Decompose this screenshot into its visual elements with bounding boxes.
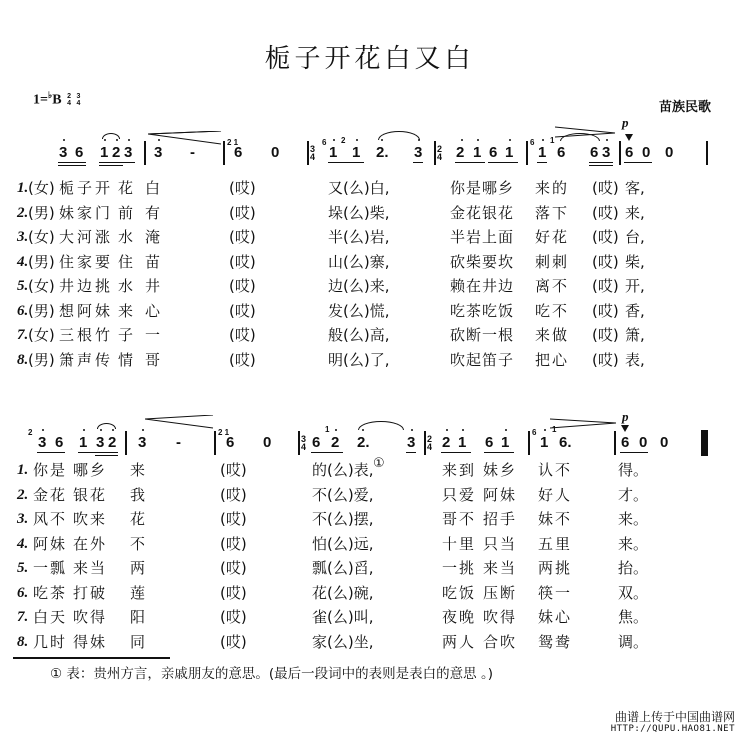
watermark [611, 711, 735, 735]
grace-note: 6 [532, 428, 537, 437]
grace-note: 1 [325, 425, 330, 434]
time-signature: 2 4 [437, 144, 443, 162]
notation-line-2 [0, 409, 739, 455]
verse-row: 5. 一瓢 来当 两 (哎) 瓢(么)舀, 一挑 来当 两挑 抬。 [17, 559, 649, 577]
note: 6 [621, 434, 630, 451]
grace-notes: 2 1 [218, 428, 230, 437]
note: 3 [59, 144, 68, 161]
note: 1 [505, 144, 514, 161]
verse-row: 7. (女) 三根竹 子 一 (哎) 般(么)高, 砍断一根 来做 (哎) 箫, [17, 326, 645, 344]
note: 1 [540, 434, 549, 451]
decrescendo-hairpin [550, 417, 620, 431]
verse-row: 2. 金花 银花 我 (哎) 不(么)爱, 只爱 阿妹 好人 才。 [17, 485, 649, 504]
verse-row: 8. 几时 得妹 同 (哎) 家(么)坐, 两人 合吹 鸳鸯 调。 [17, 632, 649, 651]
grace-note: 6 [530, 138, 535, 147]
note: 0 [665, 144, 674, 161]
verse-row: 7. 白天 吹得 阳 (哎) 雀(么)叫, 夜晚 吹得 妹心 焦。 [17, 608, 649, 626]
note: 3 [124, 144, 133, 161]
note: 3 [154, 144, 163, 161]
note: 0 [642, 144, 651, 161]
grace-note: 6 [322, 138, 327, 147]
verse-row: 1. (女) 栀子开 花 白 (哎) 又(么)白, 你是哪乡 来的 (哎) 客, [17, 179, 645, 197]
note: - [190, 144, 195, 161]
note: 1 [100, 144, 109, 161]
note: - [176, 434, 181, 451]
verse-row: 5. (女) 井边挑 水 井 (哎) 边(么)来, 赖在井边 离不 (哎) 开, [17, 277, 645, 295]
verse-row: 3. (女) 大河涨 水 淹 (哎) 半(么)岩, 半岩上面 好花 (哎) 台, [17, 228, 645, 246]
verse-row: 4. (男) 住家要 住 苗 (哎) 山(么)寨, 砍柴要坎 刺刺 (哎) 柴, [17, 252, 645, 271]
dynamic-piano: p [622, 409, 629, 424]
note: 3 [602, 144, 611, 161]
note: 2 [331, 434, 340, 451]
note: 1 [79, 434, 88, 451]
note: 1 [501, 434, 510, 451]
grace-note: 2 [28, 428, 33, 437]
verse-row: 6. (男) 想阿妹 来 心 (哎) 发(么)慌, 吃茶吃饭 吃不 (哎) 香, [17, 301, 645, 320]
note: 6 [489, 144, 498, 161]
grace-note: 2 [341, 136, 346, 145]
time-signature-3-4: 3 4 [76, 93, 81, 108]
key-prefix: 1= [33, 92, 48, 108]
note: 1 [538, 144, 547, 161]
accent-mark [625, 134, 633, 141]
decrescendo-hairpin [145, 415, 217, 431]
note: 3 [96, 434, 105, 451]
verse-row: 6. 吃茶 打破 莲 (哎) 花(么)碗, 吃饭 压断 筷一 双。 [17, 583, 649, 602]
verse-row: 8. (男) 箫声传 情 哥 (哎) 明(么)了, 吹起笛子 把心 (哎) 表, [17, 350, 645, 369]
watermark-text: 曲谱上传于中国曲谱网 [614, 710, 735, 724]
verse-row: 4. 阿妹 在外 不 (哎) 怕(么)远, 十里 只当 五里 来。 [17, 534, 649, 553]
note: 1 [352, 144, 361, 161]
grace-notes: 2 1 [227, 138, 239, 147]
note: 1 [458, 434, 467, 451]
footnote-divider [13, 657, 170, 659]
verse-row: 1. 你是 哪乡 来 (哎) 的(么)表, ① 来到 妹乡 认不 得。 [17, 456, 649, 479]
note: 6 [625, 144, 634, 161]
flat-sign: ♭ [47, 90, 53, 100]
time-signature: 3 4 [310, 144, 316, 162]
song-title: 栀子开花白又白 [264, 44, 475, 74]
note: 6 [55, 434, 64, 451]
note: 6 [557, 144, 566, 161]
note: 6 [312, 434, 321, 451]
note: 3 [38, 434, 47, 451]
time-signature-2-4: 2 4 [67, 93, 71, 108]
time-signature: 2 4 [427, 434, 433, 452]
verse-row: 2. (男) 妹家门 前 有 (哎) 垛(么)柴, 金花银花 落下 (哎) 来, [17, 203, 645, 222]
note: 1 [329, 144, 338, 161]
time-signature: 3 4 [301, 434, 307, 452]
note: 2. [357, 434, 370, 451]
note: 0 [660, 434, 669, 451]
note: 6 [226, 434, 235, 451]
note: 3 [407, 434, 416, 451]
verse-row: 3. 风不 吹来 花 (哎) 不(么)摆, 哥不 招手 妹不 来。 [17, 510, 649, 528]
note: 2. [376, 144, 389, 161]
note: 3 [138, 434, 147, 451]
note: 0 [263, 434, 272, 451]
note: 0 [271, 144, 280, 161]
attribution: 苗族民歌 [658, 100, 711, 115]
note: 1 [473, 144, 482, 161]
note: 2 [442, 434, 451, 451]
note: 2 [112, 144, 121, 161]
note: 6 [75, 144, 84, 161]
watermark-url: HTTP://QUPU.HAO81.NET [610, 724, 735, 734]
key-signature [33, 90, 80, 109]
note: 6 [234, 144, 243, 161]
key-note: B [52, 92, 62, 108]
grace-note: 1 [552, 425, 557, 434]
note: 6 [590, 144, 599, 161]
grace-note: 1 [550, 136, 555, 145]
note: 2 [108, 434, 117, 451]
footnote: ① 表：贵州方言，亲戚朋友的意思。(最后一段词中的表则是表白的意思 。) [50, 666, 493, 682]
note: 2 [456, 144, 465, 161]
accent-mark [621, 425, 629, 432]
final-barline [701, 430, 708, 456]
note: 0 [639, 434, 648, 451]
notation-line-1 [0, 115, 739, 165]
note: 6 [485, 434, 494, 451]
note: 6. [559, 434, 572, 451]
dynamic-piano: p [622, 115, 629, 130]
note: 3 [414, 144, 423, 161]
